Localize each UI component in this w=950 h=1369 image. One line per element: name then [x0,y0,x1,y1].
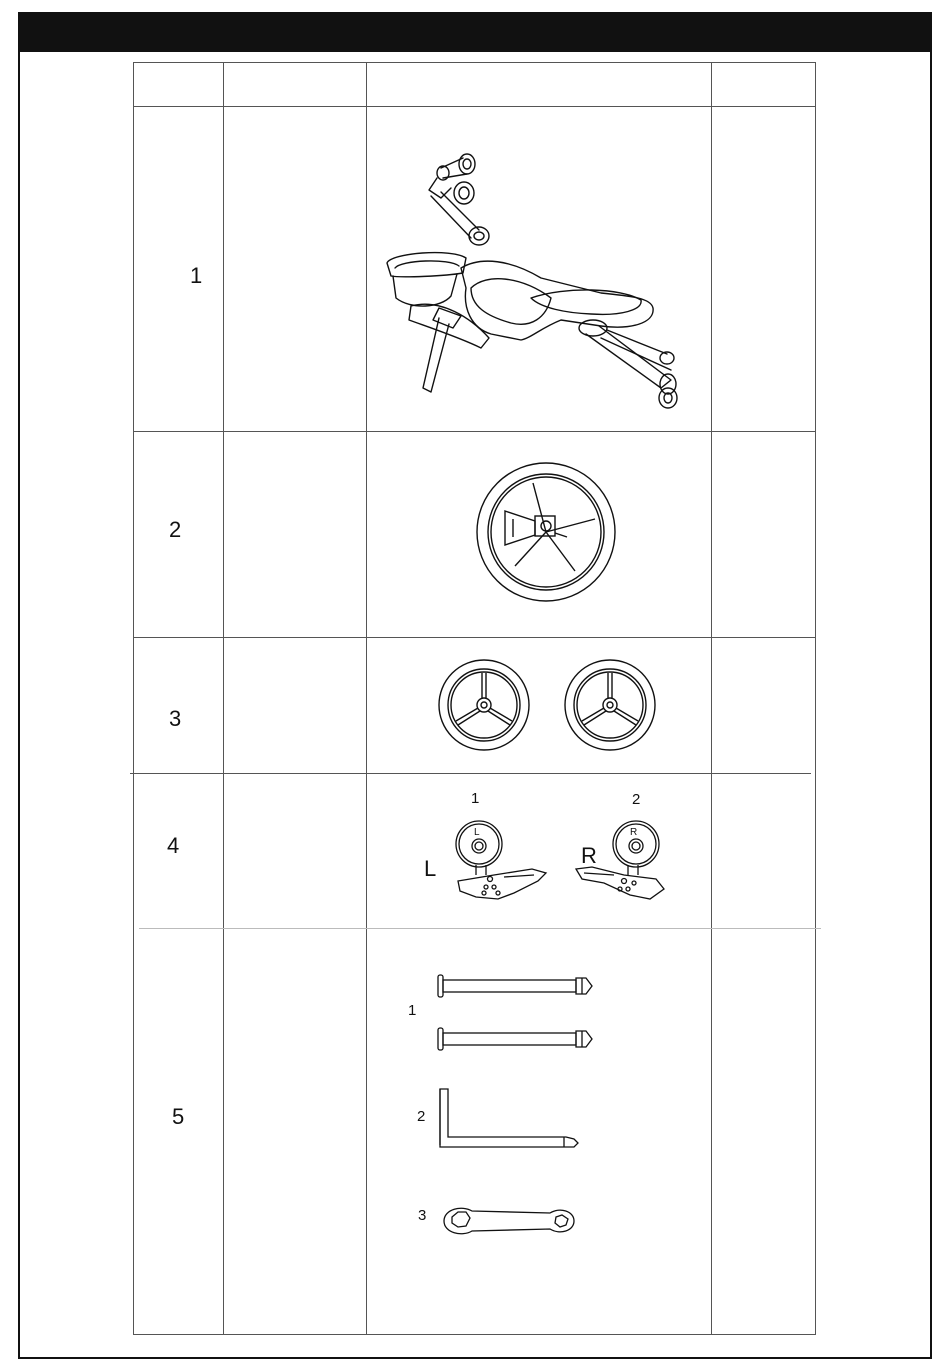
hex-key-icon [438,1087,584,1149]
hardware-sub-label-3: 3 [418,1207,427,1224]
column-divider [366,63,367,1334]
axle-bolt-icon [434,973,604,1063]
row-divider [139,928,821,929]
hardware-sub-label-2: 2 [417,1108,426,1125]
row-number-2: 2 [169,517,182,542]
row-number-1: 1 [190,263,203,288]
row-divider [134,637,815,638]
hardware-sub-label-1: 1 [408,1002,417,1019]
bracket-sub-label-1: 1 [471,790,480,807]
column-divider [711,63,712,1334]
row-number-5: 5 [172,1104,185,1129]
row-divider [134,431,815,432]
column-divider [223,63,224,1334]
parts-table [133,62,816,1335]
header-row-divider [134,106,815,107]
right-bracket-icon [574,819,670,901]
training-wheel-right-icon [564,659,656,751]
wrench-icon [440,1203,580,1239]
row-number-3: 3 [169,706,182,731]
left-bracket-icon [454,819,550,901]
bracket-side-label-right: R [581,843,597,868]
row-number-4: 4 [167,833,180,858]
header-bar [18,12,932,52]
bracket-sub-label-2: 2 [632,791,641,808]
balance-bike-frame-icon [371,148,691,423]
training-wheel-left-icon [438,659,530,751]
rear-wheel-icon [475,461,617,603]
bracket-side-label-left: L [424,856,437,881]
right-bracket-badge: R [630,827,638,838]
left-bracket-badge: L [474,827,480,838]
row-divider [130,773,811,774]
